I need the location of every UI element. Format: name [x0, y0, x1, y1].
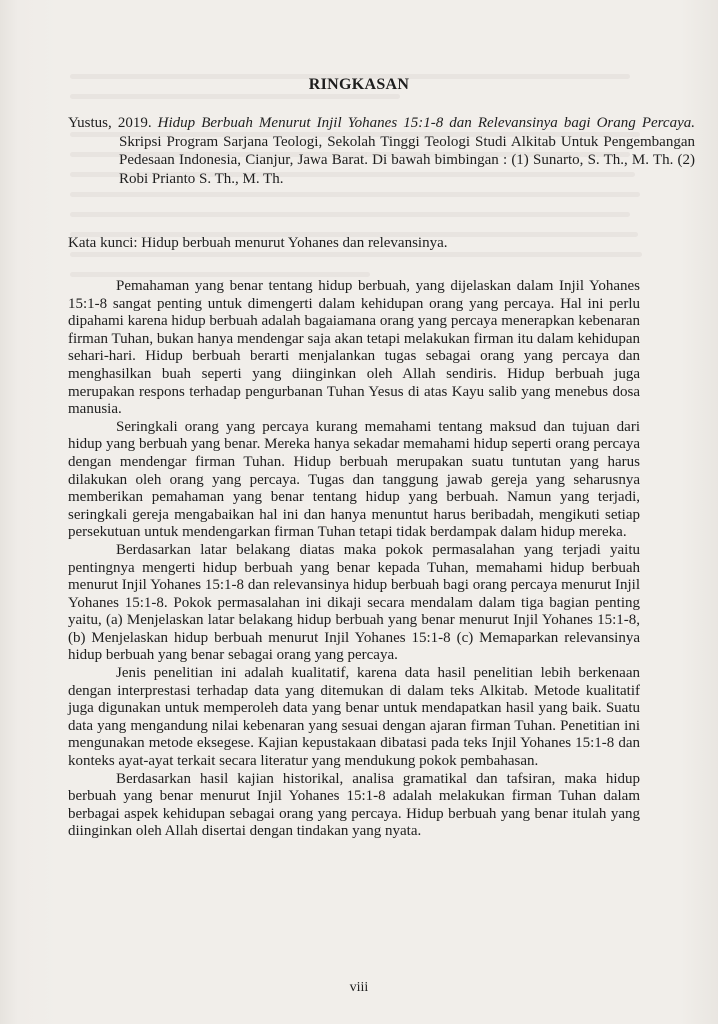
summary-body — [68, 278, 640, 841]
citation-block — [68, 114, 695, 188]
paragraph-1: Pemahaman yang benar tentang hidup berbuah, yang dijelaskan dalam Injil Yohanes 15:1-8 sangat penting untuk dimengerti dalam kehidupan orang yang percaya. Hal ini perlu dipahami karena hidup berbuah adalah bagaiamana orang yang percaya menerapkan kebenaran firman Tuhan, bukan hanya mendengar saja akan tetapi melakukan firman itu dalam kehidupan sehari-hari. Hidup berbuah berarti menjalankan tugas sebagai orang yang percaya dan menghasilkan buah seperti yang diinginkan oleh Allah sendiris. Hidup berbuah juga merupakan respons terhadap pengurbanan Tuhan Yesus di atas Kayu salib yang menebus dosa manusia. — [68, 278, 640, 418]
citation-work-title: Hidup Berbuah Menurut Injil Yohanes 15:1-8 dan Relevansinya bagi Orang Percaya. — [157, 115, 695, 131]
citation-author-year: Yustus, 2019. — [68, 115, 152, 131]
keywords-line: Kata kunci: Hidup berbuah menurut Yohanes dan relevansinya. — [68, 235, 448, 251]
citation-details: Skripsi Program Sarjana Teologi, Sekolah Tinggi Teologi Studi Alkitab Untuk Pengembangan Pedesaan Indonesia, Cianjur, Jawa Barat. Di bawah bimbingan : (1) Sunarto, S. Th., M. Th. (2) Robi Prianto S. Th., M. Th. — [119, 133, 695, 187]
paragraph-3: Berdasarkan latar belakang diatas maka pokok permasalahan yang terjadi yaitu pentingnya mengerti hidup berbuah yang benar kepada Tuhan, memahami hidup berbuah menurut Injil Yohanes 15:1-8 dan relevansinya hidup berbuah bagi orang percaya menurut Injil Yohanes 15:1-8. Pokok permasalahan ini dikaji secara mendalam dalam tiga bagian penting yaitu, (a) Menjelaskan latar belakang hidup berbuah yang benar menurut Injil Yohanes 15:1-8, (b) Menjelaskan hidup berbuah menurut Injil Yohanes 15:1-8 (c) Memaparkan relevansinya hidup berbuah yang benar sebagai orang yang percaya. — [68, 541, 640, 664]
paragraph-5: Berdasarkan hasil kajian historikal, analisa gramatikal dan tafsiran, maka hidup berbuah yang benar menurut Injil Yohanes 15:1-8 adalah melakukan firman Tuhan dalam berbagai aspek kehidupan sebagai orang yang percaya. Hidup berbuah yang benar itulah yang diinginkan oleh Allah disertai dengan tindakan yang nyata. — [68, 770, 640, 840]
paragraph-4: Jenis penelitian ini adalah kualitatif, karena data hasil penelitian lebih berkenaan dengan interprestasi terhadap data yang ditemukan di dalam teks Alkitab. Metode kualitatif juga digunakan untuk memperoleh data yang benar untuk mendapatkan hasil yang baik. Suatu data yang mengandung nilai kebenaran yang sesuai dengan ajaran firman Tuhan. Penetitian ini mengunakan metode eksegese. Kajian kepustakaan dibatasi pada teks Injil Yohanes 15:1-8 dan konteks ayat-ayat terkait secara literatur yang mendukung pokok pembahasan. — [68, 665, 640, 770]
paragraph-2: Seringkali orang yang percaya kurang memahami tentang maksud dan tujuan dari hidup yang berbuah yang benar. Mereka hanya sekadar memahami hidup seperti orang percaya dengan mendengar firman Tuhan. Hidup berbuah merupakan suatu tuntutan yang harus dilakukan oleh orang yang percaya. Tugas dan tanggung jawab gereja yang seharusnya memberikan pemahaman yang benar tentang hidup yang berbuah. Namun yang terjadi, seringkali gereja mengabaikan hal ini dan hanya menuntut harus beribadah, mengikuti setiap persekutuan untuk mendengarkan firman Tuhan tetapi tidak berdampak dalam hidup mereka. — [68, 418, 640, 541]
page-number: viii — [349, 980, 369, 995]
page-title: RINGKASAN — [308, 76, 410, 93]
